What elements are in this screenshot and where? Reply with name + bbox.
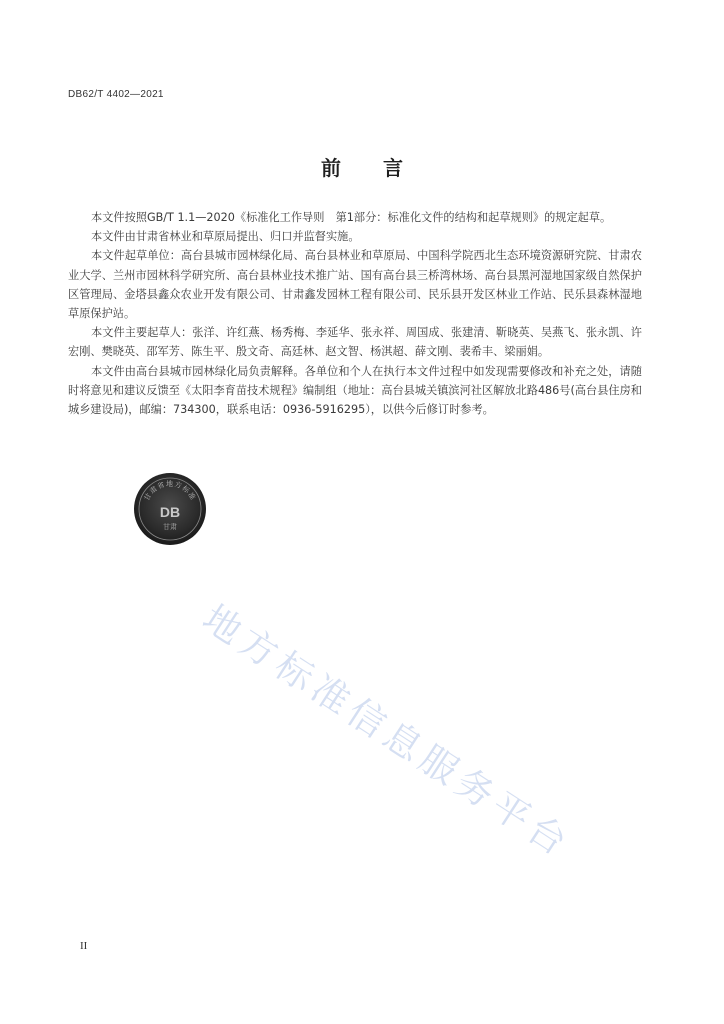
page-number: II — [80, 940, 88, 952]
paragraph-proposer: 本文件由甘肃省林业和草原局提出、归口并监督实施。 — [91, 230, 360, 244]
official-seal-icon — [133, 472, 207, 546]
seal-center-text: DB — [159, 504, 181, 520]
document-code: DB62/T 4402—2021 — [68, 89, 164, 100]
watermark-text: 地方标准信息服务平台 — [195, 596, 580, 867]
seal-ring-text: 甘肃省地方标准 — [142, 480, 198, 503]
paragraph-drafting-units: 本文件起草单位：高台县城市园林绿化局、高台县林业和草原局、中国科学院西北生态环境资源研究院、甘肃农业大学、兰州市园林科学研究所、高台县林业技术推广站、国有高台县三桥湾林场、高台县黑河湿地国家级自然保护区管理局、金塔县鑫众农业开发有限公司、甘肃鑫发园林工程有限公司、民乐县开发区林业工作站、民乐县森林湿地草原保护站。 — [68, 249, 642, 321]
page-title: 前言 — [321, 156, 445, 180]
seal-bottom-text: 甘肃 — [163, 523, 177, 531]
paragraph-drafting-rules: 本文件按照GB/T 1.1—2020《标准化工作导则 第1部分：标准化文件的结构和起草规则》的规定起草。 — [91, 211, 612, 224]
paragraph-interpretation: 本文件由高台县城市园林绿化局负责解释。各单位和个人在执行本文件过程中如发现需要修改和补充之处，请随时将意见和建议反馈至《太阳李育苗技术规程》编制组（地址：高台县城关镇滨河社区解放北路486号(高台县住房和城乡建设局)，邮编：734300，联系电话：0936-5916295），以供今后修订时参考。 — [68, 364, 642, 417]
paragraph-drafters: 本文件主要起草人：张洋、许红燕、杨秀梅、李延华、张永祥、周国成、张建清、靳晓英、吴燕飞、张永凯、许宏刚、樊晓英、邵军芳、陈生平、殷文奇、高廷林、赵文智、杨淇超、薛文刚、裴希丰、梁丽娟。 — [68, 326, 642, 359]
foreword-body — [68, 208, 642, 419]
